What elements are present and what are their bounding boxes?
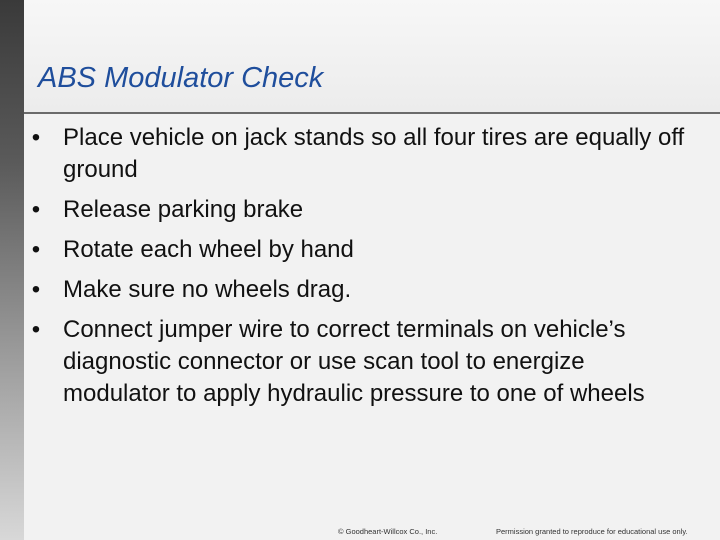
bullet-dot-icon: • — [31, 316, 41, 343]
bullet-text: Make sure no wheels drag. — [63, 276, 352, 303]
bullet-item — [28, 194, 698, 226]
title-band — [24, 0, 720, 112]
bullet-list — [28, 122, 698, 418]
bullet-item — [28, 314, 698, 410]
bullet-text: Rotate each wheel by hand — [63, 236, 354, 263]
bullet-dot-icon: • — [31, 236, 41, 263]
bullet-text: Connect jumper wire to correct terminals on vehicle’s diagnostic connector or use scan tool to energize modulator to apply hydraulic pressure to one of wheels — [63, 316, 645, 407]
bullet-dot-icon: • — [31, 124, 41, 151]
bullet-dot-icon: • — [31, 196, 41, 223]
bullet-text: Release parking brake — [63, 196, 304, 223]
bullet-item — [28, 274, 698, 306]
bullet-text: Place vehicle on jack stands so all four tires are equally off ground — [63, 124, 685, 183]
footer-permission: Permission granted to reproduce for educational use only. — [496, 527, 688, 536]
bullet-item — [28, 122, 698, 186]
slide-title: ABS Modulator Check — [38, 62, 324, 94]
footer-copyright: © Goodheart-Willcox Co., Inc. — [338, 527, 438, 536]
bullet-item — [28, 234, 698, 266]
bullet-dot-icon: • — [31, 276, 41, 303]
title-divider — [24, 112, 720, 114]
slide-side-bar — [0, 0, 24, 540]
